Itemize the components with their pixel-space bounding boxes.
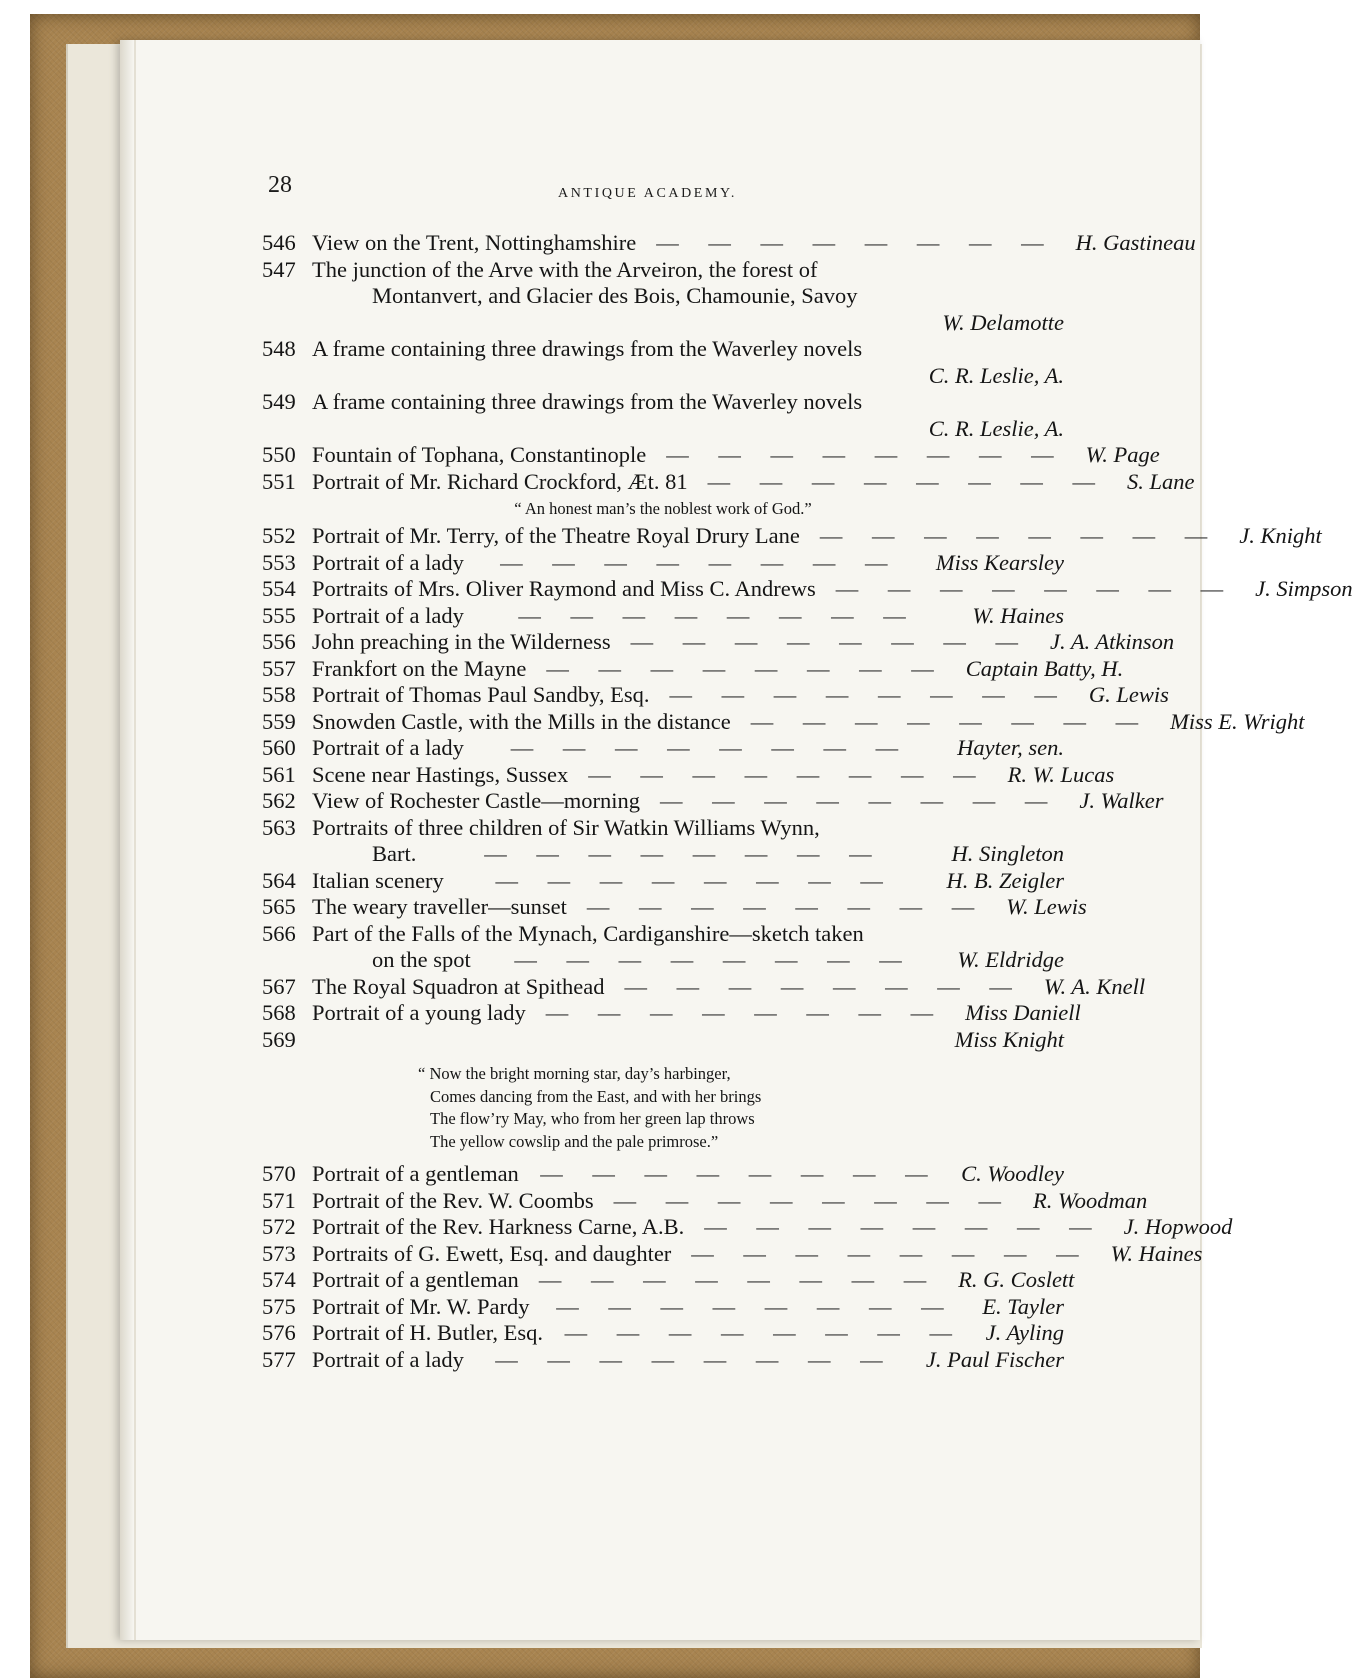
leader-dashes: — — — — — — — —: [538, 1267, 939, 1292]
catalogue-entry: [262, 257, 1064, 284]
entry-title: Portrait of Mr. Richard Crockford, Æt. 81: [312, 468, 688, 494]
entry-title-continuation: [262, 283, 1064, 310]
catalogue-entry: [262, 894, 1087, 921]
entry-number: 565: [262, 894, 296, 919]
entry-number: 568: [262, 1000, 296, 1025]
entry-number: 557: [262, 655, 296, 681]
catalogue-entry: [262, 868, 1064, 895]
leader-dashes: — — — — — — — —: [630, 629, 1030, 654]
entry-title: Portrait of a lady: [312, 549, 464, 575]
entry-number: 575: [262, 1293, 296, 1319]
leader-dashes: — — — — — — — —: [495, 867, 895, 893]
poem-line: “ Now the bright morning star, day’s harbinger,: [418, 1064, 731, 1083]
catalogue-entry: [262, 1320, 1064, 1347]
leader-dashes: — — — — — — — —: [613, 1187, 1014, 1213]
entry-artist: S. Lane: [1126, 468, 1195, 494]
entry-title-cont-text: Montanvert, and Glacier des Bois, Chamounie, Savoy: [372, 283, 858, 308]
entry-number: 571: [262, 1187, 296, 1213]
catalogue-entry: [262, 1161, 1064, 1188]
entry-title: Portrait of a gentleman: [312, 1161, 519, 1186]
entry-number: 547: [262, 256, 296, 282]
catalogue-entry: [262, 708, 1305, 736]
catalogue-entry: [262, 442, 1160, 469]
entry-number: 567: [262, 973, 296, 999]
entry-title: Portraits of G. Ewett, Esq. and daughter: [312, 1240, 672, 1266]
entry-title: Part of the Falls of the Mynach, Cardiganshire—sketch taken: [312, 920, 864, 946]
entry-artist: Miss Kearsley: [935, 549, 1064, 575]
entry-title: Portrait of a lady: [312, 602, 464, 628]
leader-dashes: — — — — — — — —: [545, 1000, 946, 1025]
leader-dashes: — — — — — — — —: [656, 230, 1056, 255]
entry-artist: W. Haines: [1110, 1240, 1203, 1266]
entry-artist: G. Lewis: [1088, 682, 1169, 707]
entry-artist: C. Woodley: [961, 1161, 1064, 1186]
entry-artist: H. Gastineau: [1075, 230, 1196, 255]
entry-number: 549: [262, 389, 296, 414]
entry-artist: Miss E. Wright: [1170, 708, 1305, 734]
entry-title: Portrait of Mr. Terry, of the Theatre Royal Drury Lane: [312, 523, 800, 548]
catalogue-entry: [262, 523, 1322, 550]
page-number: 28: [268, 172, 292, 198]
running-head: ANTIQUE ACADEMY.: [558, 186, 738, 201]
entry-number: 564: [262, 867, 296, 893]
entry-number: 554: [262, 576, 296, 601]
entry-title: A frame containing three drawings from the Waverley novels: [312, 389, 863, 414]
entry-title: Italian scenery: [312, 867, 444, 893]
entry-artist: W. Haines: [972, 602, 1064, 628]
catalogue-entry: [262, 1187, 1148, 1215]
page-gutter-line: [134, 40, 136, 1640]
entry-title: Scene near Hastings, Sussex: [312, 761, 569, 787]
leader-dashes: — — — — — — — —: [540, 1161, 940, 1186]
entry-title-cont-text: on the spot: [372, 947, 471, 972]
entry-artist: J. Walker: [1079, 788, 1164, 813]
catalogue-entry: [262, 788, 1164, 815]
entry-artist: W. A. Knell: [1043, 973, 1146, 999]
entry-number: 556: [262, 629, 296, 654]
entry-artist: J. Paul Fischer: [925, 1346, 1064, 1372]
catalogue-entry: [262, 973, 1146, 1001]
entry-artist: J. Knight: [1239, 523, 1322, 548]
entry-title-continuation: [262, 947, 1064, 974]
catalogue-entries: [262, 230, 1353, 1373]
entry-title: Fountain of Tophana, Constantinople: [312, 442, 647, 467]
leader-dashes: — — — — — — — —: [750, 708, 1151, 734]
catalogue-entry: [262, 815, 1064, 842]
catalogue-entry: [262, 1240, 1203, 1268]
leader-dashes: — — — — — — — —: [518, 602, 918, 628]
entry-number: 562: [262, 788, 296, 813]
leader-dashes: — — — — — — — —: [484, 841, 884, 866]
page-header: [268, 172, 1058, 212]
catalogue-entry: [262, 921, 1064, 948]
entry-title-cont-text: Bart.: [372, 841, 417, 866]
entry-number: 561: [262, 761, 296, 787]
catalogue-entry: [262, 1294, 1064, 1321]
entry-title: Portrait of the Rev. W. Coombs: [312, 1187, 594, 1213]
entry-title: Portraits of Mrs. Oliver Raymond and Miss C. Andrews: [312, 576, 816, 601]
entry-title: Portrait of a lady: [312, 1346, 464, 1372]
entry-title: Portrait of a lady: [312, 735, 464, 760]
entry-number: 555: [262, 602, 296, 628]
entry-number: 552: [262, 523, 296, 548]
entry-title: Portrait of H. Butler, Esq.: [312, 1320, 543, 1345]
entry-artist: Miss Daniell: [965, 1000, 1081, 1025]
leader-dashes: — — — — — — — —: [546, 655, 946, 681]
entry-title-continuation: [262, 841, 1064, 868]
catalogue-entry: [262, 1267, 1075, 1294]
entry-title: The Royal Squadron at Spithead: [312, 973, 605, 999]
entry-title: John preaching in the Wilderness: [312, 629, 611, 654]
entry-number: 558: [262, 682, 296, 707]
entry-artist: R. W. Lucas: [1007, 761, 1115, 787]
entry-title: Frankfort on the Mayne: [312, 655, 527, 681]
leader-dashes: — — — — — — — —: [500, 549, 900, 575]
leader-dashes: — — — — — — — —: [556, 1293, 956, 1319]
entry-number: 572: [262, 1214, 296, 1239]
catalogue-entry: [262, 1214, 1233, 1241]
entry-artist: H. Singleton: [951, 841, 1064, 866]
entry-artist: W. Eldridge: [957, 947, 1064, 972]
poem-line: The yellow cowslip and the pale primrose.”: [430, 1131, 719, 1151]
entry-artist: C. R. Leslie, A.: [928, 362, 1064, 388]
entry-title: Portraits of three children of Sir Watkin Williams Wynn,: [312, 814, 820, 840]
entry-artist: Hayter, sen.: [957, 735, 1064, 760]
poem-line: The flow’ry May, who from her green lap throws: [430, 1109, 755, 1128]
entry-number: 551: [262, 468, 296, 494]
entry-title: Portrait of a young lady: [312, 1000, 526, 1025]
entry-title: Portrait of Mr. W. Pardy: [312, 1293, 530, 1319]
entry-number: 550: [262, 442, 296, 467]
entry-number: 569: [262, 1026, 296, 1052]
entry-title: Portrait of Thomas Paul Sandby, Esq.: [312, 682, 650, 707]
catalogue-entry: [262, 230, 1196, 257]
leader-dashes: — — — — — — — —: [659, 788, 1060, 813]
entry-artist: H. B. Zeigler: [946, 867, 1064, 893]
catalogue-entry: [262, 389, 1064, 416]
leader-dashes: — — — — — — — —: [564, 1320, 964, 1345]
leader-dashes: — — — — — — — —: [669, 682, 1069, 707]
page-gutter-shadow: [120, 40, 134, 1640]
leader-dashes: — — — — — — — —: [819, 523, 1220, 548]
catalogue-entry: [262, 468, 1195, 496]
catalogue-entry: [262, 682, 1169, 709]
entry-title: View of Rochester Castle—morning: [312, 788, 640, 813]
entry-artist: J. Hopwood: [1123, 1214, 1233, 1239]
leader-dashes: — — — — — — — —: [707, 468, 1107, 494]
entry-title: The weary traveller—sunset: [312, 894, 567, 919]
catalogue-entry: [262, 1347, 1064, 1374]
catalogue-entry: [262, 1000, 1081, 1027]
entry-number: 563: [262, 814, 296, 840]
leader-dashes: — — — — — — — —: [624, 973, 1024, 999]
entry-number: 576: [262, 1320, 296, 1345]
entry-artist: W. Delamotte: [942, 309, 1064, 335]
entry-artist: Miss Knight: [954, 1026, 1064, 1052]
catalogue-entry: [262, 576, 1353, 603]
entry-artist: R. G. Coslett: [958, 1267, 1075, 1292]
entry-number: 548: [262, 336, 296, 361]
entry-number: 553: [262, 549, 296, 575]
entry-artist: W. Lewis: [1006, 894, 1087, 919]
entry-number: 559: [262, 708, 296, 734]
entry-number: 577: [262, 1346, 296, 1372]
entry-artist: J. A. Atkinson: [1049, 629, 1175, 654]
leader-dashes: — — — — — — — —: [514, 947, 914, 972]
catalogue-entry: [262, 1027, 1064, 1054]
entry-artist: R. Woodman: [1033, 1187, 1148, 1213]
catalogue-entry: [262, 655, 1124, 683]
catalogue-entry: [262, 336, 1064, 363]
entry-number: 574: [262, 1267, 296, 1292]
entry-title: Portrait of a gentleman: [312, 1267, 519, 1292]
entry-artist: J. Simpson: [1255, 576, 1353, 601]
entry-title: A frame containing three drawings from the Waverley novels: [312, 336, 863, 361]
entry-artist: C. R. Leslie, A.: [928, 415, 1064, 441]
entry-number: 546: [262, 230, 296, 255]
poem-line: Comes dancing from the East, and with her brings: [430, 1086, 762, 1106]
entry-title: View on the Trent, Nottinghamshire: [312, 230, 637, 255]
catalogue-entry: [262, 761, 1115, 789]
entry-number: 570: [262, 1161, 296, 1186]
catalogue-entry: [262, 735, 1064, 762]
leader-dashes: — — — — — — — —: [586, 894, 987, 919]
entry-artist: J. Ayling: [985, 1320, 1064, 1345]
entry-artist: W. Page: [1085, 442, 1160, 467]
entry-title: Snowden Castle, with the Mills in the distance: [312, 708, 731, 734]
catalogue-entry: [262, 629, 1175, 656]
entry-title: Portrait of the Rev. Harkness Carne, A.B.: [312, 1214, 685, 1239]
leader-dashes: — — — — — — — —: [704, 1214, 1104, 1239]
entry-artist: Captain Batty, H.: [965, 655, 1124, 681]
leader-dashes: — — — — — — — —: [510, 735, 911, 760]
entry-number: 573: [262, 1240, 296, 1266]
catalogue-entry: [262, 603, 1064, 630]
entry-poem: [262, 1053, 1064, 1161]
entry-title: The junction of the Arve with the Arveiron, the forest of: [312, 256, 818, 282]
catalogue-entry: [262, 550, 1064, 577]
entry-number: 560: [262, 735, 296, 760]
entry-artist: E. Tayler: [982, 1293, 1064, 1319]
entry-number: 566: [262, 920, 296, 946]
entry-quote: “ An honest man’s the noblest work of God.”: [514, 499, 812, 518]
leader-dashes: — — — — — — — —: [691, 1240, 1091, 1266]
leader-dashes: — — — — — — — —: [588, 761, 988, 787]
leader-dashes: — — — — — — — —: [835, 576, 1236, 601]
leader-dashes: — — — — — — — —: [495, 1346, 895, 1372]
leader-dashes: — — — — — — — —: [666, 442, 1066, 467]
